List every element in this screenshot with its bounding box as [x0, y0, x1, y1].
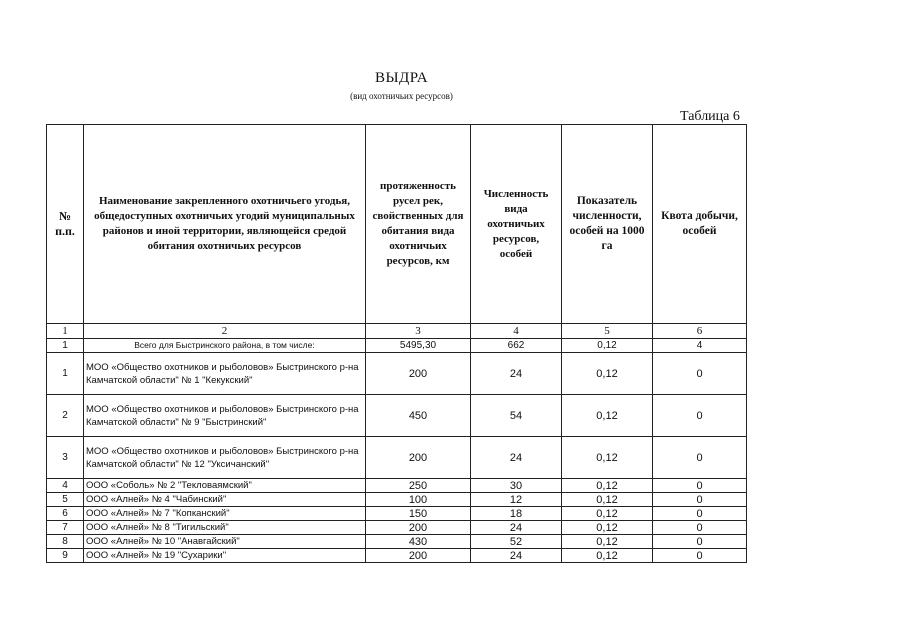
row-num: 5 [47, 493, 84, 507]
document-subtitle: (вид охотничьих ресурсов) [350, 91, 453, 101]
row-quota: 0 [653, 395, 747, 437]
row-count: 52 [471, 535, 562, 549]
column-index: 6 [653, 324, 747, 339]
row-density: 0,12 [562, 549, 653, 563]
table-row [47, 437, 747, 479]
row-num: 1 [47, 353, 84, 395]
row-quota: 0 [653, 479, 747, 493]
row-name: ООО «Алней» № 7 "Копканский" [84, 507, 366, 521]
quota-table [46, 124, 747, 563]
row-density: 0,12 [562, 395, 653, 437]
header-num: № п.п. [47, 125, 84, 324]
column-index: 1 [47, 324, 84, 339]
total-num: 1 [47, 339, 84, 353]
table-row [47, 521, 747, 535]
total-count: 662 [471, 339, 562, 353]
header-quota: Квота добычи, особей [653, 125, 747, 324]
column-index-row [47, 324, 747, 339]
table-row [47, 479, 747, 493]
row-density: 0,12 [562, 507, 653, 521]
row-name: ООО «Алней» № 19 "Сухарики" [84, 549, 366, 563]
row-num: 8 [47, 535, 84, 549]
row-length: 430 [366, 535, 471, 549]
row-name: ООО «Алней» № 4 "Чабинский" [84, 493, 366, 507]
table-row [47, 507, 747, 521]
table-row [47, 535, 747, 549]
column-index: 2 [84, 324, 366, 339]
document-title: ВЫДРА [374, 70, 429, 86]
row-num: 9 [47, 549, 84, 563]
row-quota: 0 [653, 437, 747, 479]
table-row [47, 395, 747, 437]
row-name: ООО «Алней» № 10 "Анавгайский" [84, 535, 366, 549]
row-count: 18 [471, 507, 562, 521]
row-count: 24 [471, 521, 562, 535]
header-count: Численность вида охотничьих ресурсов, особей [471, 125, 562, 324]
row-density: 0,12 [562, 493, 653, 507]
row-count: 24 [471, 353, 562, 395]
row-count: 24 [471, 437, 562, 479]
header-row [47, 125, 747, 324]
row-name: МОО «Общество охотников и рыболовов» Быстринского р-на Камчатской области" № 9 "Быстринский" [84, 395, 366, 437]
row-num: 7 [47, 521, 84, 535]
row-num: 3 [47, 437, 84, 479]
table-row [47, 353, 747, 395]
row-length: 250 [366, 479, 471, 493]
row-count: 30 [471, 479, 562, 493]
total-density: 0,12 [562, 339, 653, 353]
row-length: 150 [366, 507, 471, 521]
column-index: 4 [471, 324, 562, 339]
total-length: 5495,30 [366, 339, 471, 353]
row-quota: 0 [653, 535, 747, 549]
table-label: Таблица 6 [680, 109, 740, 124]
row-density: 0,12 [562, 521, 653, 535]
total-quota: 4 [653, 339, 747, 353]
row-name: ООО «Соболь» № 2 "Текловаямский" [84, 479, 366, 493]
row-count: 24 [471, 549, 562, 563]
row-num: 4 [47, 479, 84, 493]
row-count: 54 [471, 395, 562, 437]
row-density: 0,12 [562, 535, 653, 549]
total-name: Всего для Быстринского района, в том числе: [84, 339, 366, 353]
column-index: 5 [562, 324, 653, 339]
row-name: МОО «Общество охотников и рыболовов» Быстринского р-на Камчатской области" № 1 "Кекукский" [84, 353, 366, 395]
row-length: 450 [366, 395, 471, 437]
row-density: 0,12 [562, 353, 653, 395]
row-quota: 0 [653, 493, 747, 507]
table-row [47, 493, 747, 507]
row-length: 200 [366, 353, 471, 395]
total-row [47, 339, 747, 353]
row-density: 0,12 [562, 479, 653, 493]
row-length: 100 [366, 493, 471, 507]
row-length: 200 [366, 437, 471, 479]
table-row [47, 549, 747, 563]
row-name: МОО «Общество охотников и рыболовов» Быстринского р-на Камчатской области" № 12 "Уксичанский" [84, 437, 366, 479]
column-index: 3 [366, 324, 471, 339]
row-quota: 0 [653, 549, 747, 563]
row-length: 200 [366, 521, 471, 535]
row-quota: 0 [653, 353, 747, 395]
row-quota: 0 [653, 521, 747, 535]
row-name: ООО «Алней» № 8 "Тигильский" [84, 521, 366, 535]
header-name: Наименование закрепленного охотничьего угодья, общедоступных охотничьих угодий муниципальных районов и иной территории, являющейся средой обитания охотничьих ресурсов [84, 125, 366, 324]
row-density: 0,12 [562, 437, 653, 479]
header-density: Показатель численности, особей на 1000 га [562, 125, 653, 324]
row-num: 2 [47, 395, 84, 437]
row-length: 200 [366, 549, 471, 563]
row-quota: 0 [653, 507, 747, 521]
header-length: протяженность русел рек, свойственных для обитания вида охотничьих ресурсов, км [366, 125, 471, 324]
row-count: 12 [471, 493, 562, 507]
row-num: 6 [47, 507, 84, 521]
